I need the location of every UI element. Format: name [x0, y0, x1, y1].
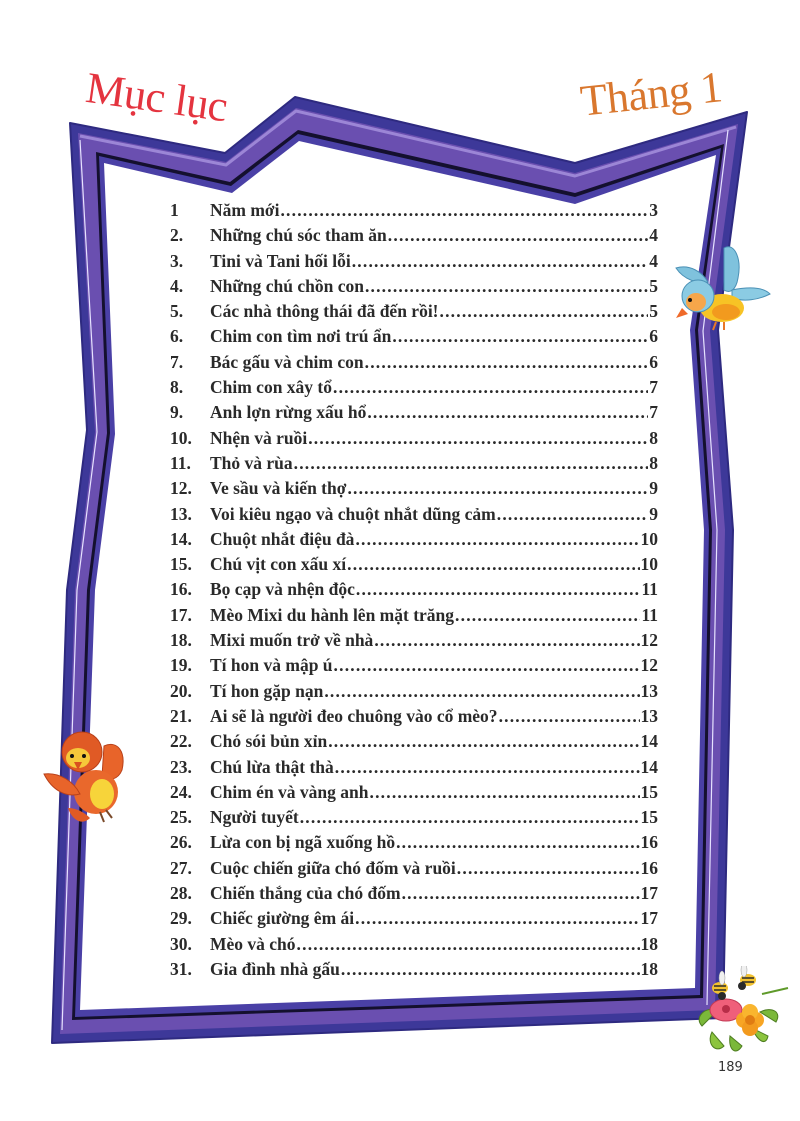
entry-title: Cuộc chiến giữa chó đốm và ruồi	[210, 857, 456, 878]
entry-page: 18	[640, 958, 658, 979]
dot-leader	[499, 706, 640, 727]
entry-page: 14	[640, 731, 658, 752]
toc-entry[interactable]	[170, 807, 658, 832]
dot-leader	[392, 326, 648, 347]
entry-page: 15	[640, 807, 658, 828]
entry-number: 24.	[170, 781, 192, 802]
entry-title: Các nhà thông thái đã đến rồi!	[210, 301, 439, 322]
entry-title: Ai sẽ là người đeo chuông vào cổ mèo?	[210, 705, 498, 726]
toc-entry[interactable]	[170, 200, 658, 225]
toc-entry[interactable]	[170, 655, 658, 680]
entry-number: 3.	[170, 250, 184, 271]
dot-leader	[347, 554, 639, 575]
toc-entry[interactable]	[170, 731, 658, 756]
entry-page: 17	[640, 883, 658, 904]
entry-number: 17.	[170, 604, 192, 625]
entry-page: 11	[641, 604, 658, 625]
entry-title: Mixi muốn trở về nhà	[210, 630, 374, 651]
flowers-and-bees-icon	[692, 966, 792, 1056]
toc-entry[interactable]	[170, 428, 658, 453]
toc-entry[interactable]	[170, 706, 658, 731]
blue-bird-icon	[672, 238, 772, 333]
dot-leader	[328, 731, 639, 752]
entry-number: 8.	[170, 377, 184, 398]
entry-title: Lừa con bị ngã xuống hồ	[210, 832, 396, 853]
dot-leader	[355, 529, 639, 550]
entry-page: 4	[649, 225, 658, 246]
entry-title: Chim con tìm nơi trú ẩn	[210, 326, 392, 347]
entry-page: 7	[649, 402, 658, 423]
entry-number: 22.	[170, 731, 192, 752]
toc-entry[interactable]	[170, 554, 658, 579]
dot-leader	[455, 605, 640, 626]
entry-title: Mèo Mixi du hành lên mặt trăng	[210, 604, 455, 625]
page-number: 189	[718, 1060, 743, 1075]
entry-number: 5.	[170, 301, 184, 322]
dot-leader	[300, 807, 640, 828]
entry-title: Tini và Tani hối lỗi	[210, 250, 351, 271]
entry-page: 6	[649, 326, 658, 347]
toc-entry[interactable]	[170, 858, 658, 883]
toc-entry[interactable]	[170, 453, 658, 478]
entry-page: 5	[649, 301, 658, 322]
dot-leader	[402, 883, 640, 904]
toc-entry[interactable]	[170, 681, 658, 706]
entry-page: 17	[640, 908, 658, 929]
entry-title: Chú lừa thật thà	[210, 756, 334, 777]
entry-page: 9	[649, 503, 658, 524]
entry-title: Thỏ và rùa	[210, 452, 293, 473]
entry-title: Những chú sóc tham ăn	[210, 225, 387, 246]
toc-entry[interactable]	[170, 276, 658, 301]
entry-title: Tí hon và mập ú	[210, 655, 333, 676]
dot-leader	[497, 504, 649, 525]
entry-number: 4.	[170, 275, 184, 296]
dot-leader	[294, 453, 649, 474]
page-title-muc-luc: Mục lục	[83, 62, 231, 132]
toc-entry[interactable]	[170, 579, 658, 604]
dot-leader	[347, 478, 648, 499]
month-title: Tháng 1	[578, 62, 725, 126]
entry-title: Chú vịt con xấu xí	[210, 554, 347, 575]
dot-leader	[388, 225, 648, 246]
toc-entry[interactable]	[170, 630, 658, 655]
entry-number: 20.	[170, 680, 192, 701]
entry-number: 16.	[170, 579, 192, 600]
entry-number: 7.	[170, 351, 184, 372]
entry-title: Những chú chồn con	[210, 275, 364, 296]
toc-entry[interactable]	[170, 959, 658, 984]
dot-leader	[365, 352, 649, 373]
entry-page: 16	[640, 857, 658, 878]
dot-leader	[352, 251, 649, 272]
toc-entry[interactable]	[170, 782, 658, 807]
dot-leader	[396, 832, 639, 853]
dot-leader	[374, 630, 639, 651]
entry-title: Năm mới	[210, 200, 280, 220]
entry-page: 12	[640, 630, 658, 651]
table-of-contents	[170, 200, 658, 984]
entry-number: 30.	[170, 933, 192, 954]
dot-leader	[308, 428, 648, 449]
entry-title: Mèo và chó	[210, 933, 296, 954]
entry-page: 8	[649, 452, 658, 473]
dot-leader	[457, 858, 640, 879]
entry-number: 13.	[170, 503, 192, 524]
entry-title: Anh lợn rừng xấu hổ	[210, 402, 367, 423]
entry-title: Người tuyết	[210, 807, 299, 828]
entry-title: Ve sầu và kiến thợ	[210, 478, 347, 499]
entry-number: 19.	[170, 655, 192, 676]
entry-number: 25.	[170, 807, 192, 828]
dot-leader	[356, 579, 641, 600]
toc-entry[interactable]	[170, 326, 658, 351]
dot-leader	[341, 959, 640, 980]
entry-page: 5	[649, 275, 658, 296]
entry-number: 9.	[170, 402, 184, 423]
entry-page: 7	[649, 377, 658, 398]
entry-title: Chiến thắng của chó đốm	[210, 883, 401, 904]
toc-entry[interactable]	[170, 504, 658, 529]
entry-page: 13	[640, 705, 658, 726]
entry-page: 6	[649, 351, 658, 372]
entry-page: 15	[640, 781, 658, 802]
entry-title: Chuột nhắt điệu đà	[210, 528, 355, 549]
entry-title: Nhện và ruồi	[210, 427, 308, 448]
dot-leader	[324, 681, 639, 702]
dot-leader	[370, 782, 640, 803]
entry-number: 29.	[170, 908, 192, 929]
entry-page: 8	[649, 427, 658, 448]
orange-bird-icon	[42, 722, 137, 830]
toc-entry[interactable]	[170, 529, 658, 554]
toc-entry[interactable]	[170, 251, 658, 276]
toc-entry[interactable]	[170, 605, 658, 630]
toc-entry[interactable]	[170, 478, 658, 503]
dot-leader	[365, 276, 648, 297]
dot-leader	[280, 200, 648, 221]
entry-title: Chim én và vàng anh	[210, 781, 369, 802]
entry-number: 27.	[170, 857, 192, 878]
toc-entry[interactable]	[170, 225, 658, 250]
dot-leader	[367, 402, 648, 423]
entry-title: Tí hon gặp nạn	[210, 680, 324, 701]
entry-title: Chim con xây tổ	[210, 377, 333, 398]
entry-number: 6.	[170, 326, 184, 347]
entry-number: 26.	[170, 832, 192, 853]
toc-entry[interactable]	[170, 832, 658, 857]
entry-number: 18.	[170, 630, 192, 651]
entry-title: Voi kiêu ngạo và chuột nhắt dũng cảm	[210, 503, 496, 524]
dot-leader	[335, 757, 640, 778]
dot-leader	[355, 908, 639, 929]
toc-entry[interactable]	[170, 377, 658, 402]
entry-page: 3	[649, 200, 658, 220]
entry-number: 2.	[170, 225, 184, 246]
entry-page: 10	[640, 554, 658, 575]
entry-page: 11	[641, 579, 658, 600]
entry-title: Bác gấu và chim con	[210, 351, 364, 372]
toc-entry[interactable]	[170, 402, 658, 427]
entry-number: 1	[170, 200, 179, 220]
dot-leader	[440, 301, 649, 322]
toc-entry[interactable]	[170, 301, 658, 326]
entry-page: 12	[640, 655, 658, 676]
entry-page: 14	[640, 756, 658, 777]
entry-title: Chiếc giường êm ái	[210, 908, 355, 929]
toc-entry[interactable]	[170, 908, 658, 933]
toc-entry[interactable]	[170, 934, 658, 959]
entry-page: 9	[649, 478, 658, 499]
entry-title: Bọ cạp và nhện độc	[210, 579, 355, 600]
entry-number: 12.	[170, 478, 192, 499]
entry-title: Gia đình nhà gấu	[210, 958, 340, 979]
dot-leader	[297, 934, 640, 955]
toc-entry[interactable]	[170, 883, 658, 908]
entry-page: 10	[640, 528, 658, 549]
entry-page: 4	[649, 250, 658, 271]
entry-number: 21.	[170, 705, 192, 726]
entry-number: 10.	[170, 427, 192, 448]
entry-number: 28.	[170, 883, 192, 904]
entry-number: 31.	[170, 958, 192, 979]
entry-page: 18	[640, 933, 658, 954]
entry-number: 14.	[170, 528, 192, 549]
toc-entry[interactable]	[170, 757, 658, 782]
dot-leader	[334, 655, 640, 676]
entry-number: 15.	[170, 554, 192, 575]
entry-page: 16	[640, 832, 658, 853]
entry-title: Chó sói bủn xỉn	[210, 731, 328, 752]
entry-number: 11.	[170, 452, 191, 473]
entry-number: 23.	[170, 756, 192, 777]
toc-entry[interactable]	[170, 352, 658, 377]
entry-page: 13	[640, 680, 658, 701]
dot-leader	[333, 377, 648, 398]
